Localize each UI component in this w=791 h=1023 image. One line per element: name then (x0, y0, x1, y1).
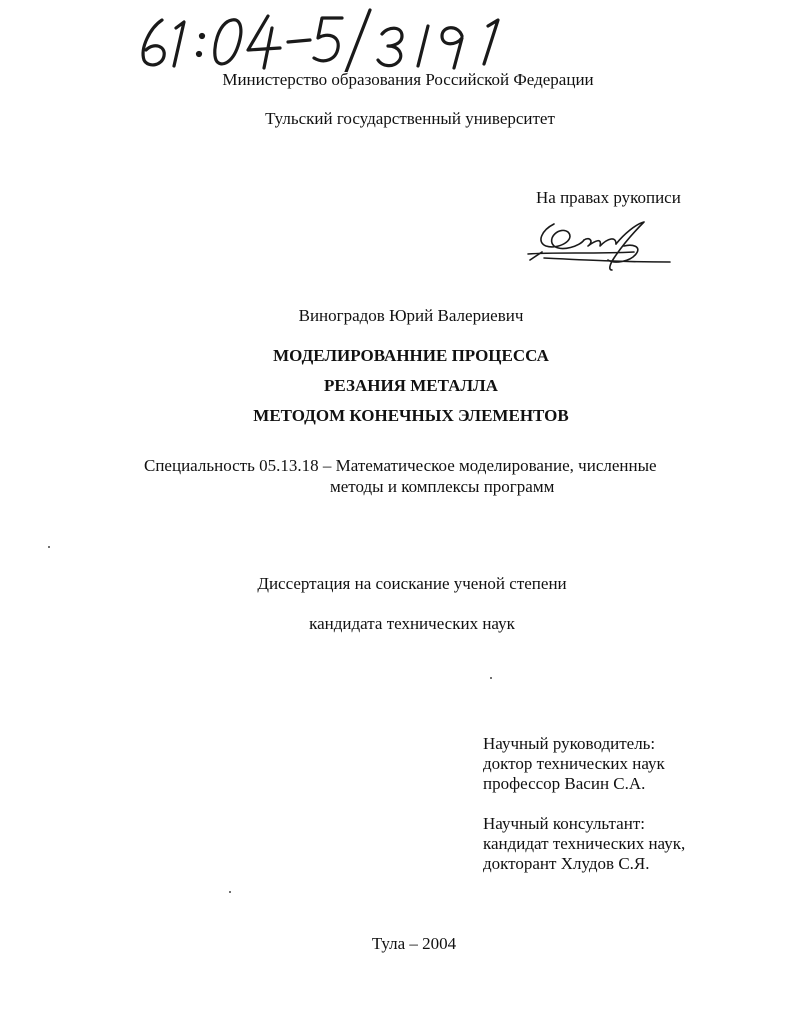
supervisor-degree: доктор технических наук (483, 754, 665, 773)
city-year: Тула – 2004 (371, 934, 457, 953)
handwritten-archive-number (132, 6, 502, 72)
ministry-name: Министерство образования Российской Федерации (222, 70, 594, 89)
scan-speck (48, 546, 50, 548)
rights-label: На правах рукописи (536, 188, 681, 207)
author-name: Виноградов Юрий Валериевич (298, 306, 524, 325)
consultant-heading: Научный консультант: (483, 814, 645, 833)
title-line-1: МОДЕЛИРОВАННИЕ ПРОЦЕССА (273, 346, 549, 365)
title-line-3: МЕТОДОМ КОНЕЧНЫХ ЭЛЕМЕНТОВ (253, 406, 569, 425)
signature (524, 216, 674, 276)
supervisor-heading: Научный руководитель: (483, 734, 656, 753)
supervisor-name: профессор Васин С.А. (483, 774, 646, 793)
scan-speck (490, 677, 492, 679)
dissertation-line-1: Диссертация на соискание ученой степени (257, 574, 567, 593)
specialty-line-2: методы и комплексы программ (330, 477, 555, 496)
dissertation-line-2: кандидата технических наук (309, 614, 515, 633)
consultant-name: докторант Хлудов С.Я. (483, 854, 650, 873)
title-line-2: РЕЗАНИЯ МЕТАЛЛА (324, 376, 498, 395)
university-name: Тульский государственный университет (265, 109, 555, 128)
specialty-line-1: Специальность 05.13.18 – Математическое моделирование, численные (144, 456, 657, 475)
scan-speck (229, 891, 231, 893)
consultant-degree: кандидат технических наук, (483, 834, 686, 853)
